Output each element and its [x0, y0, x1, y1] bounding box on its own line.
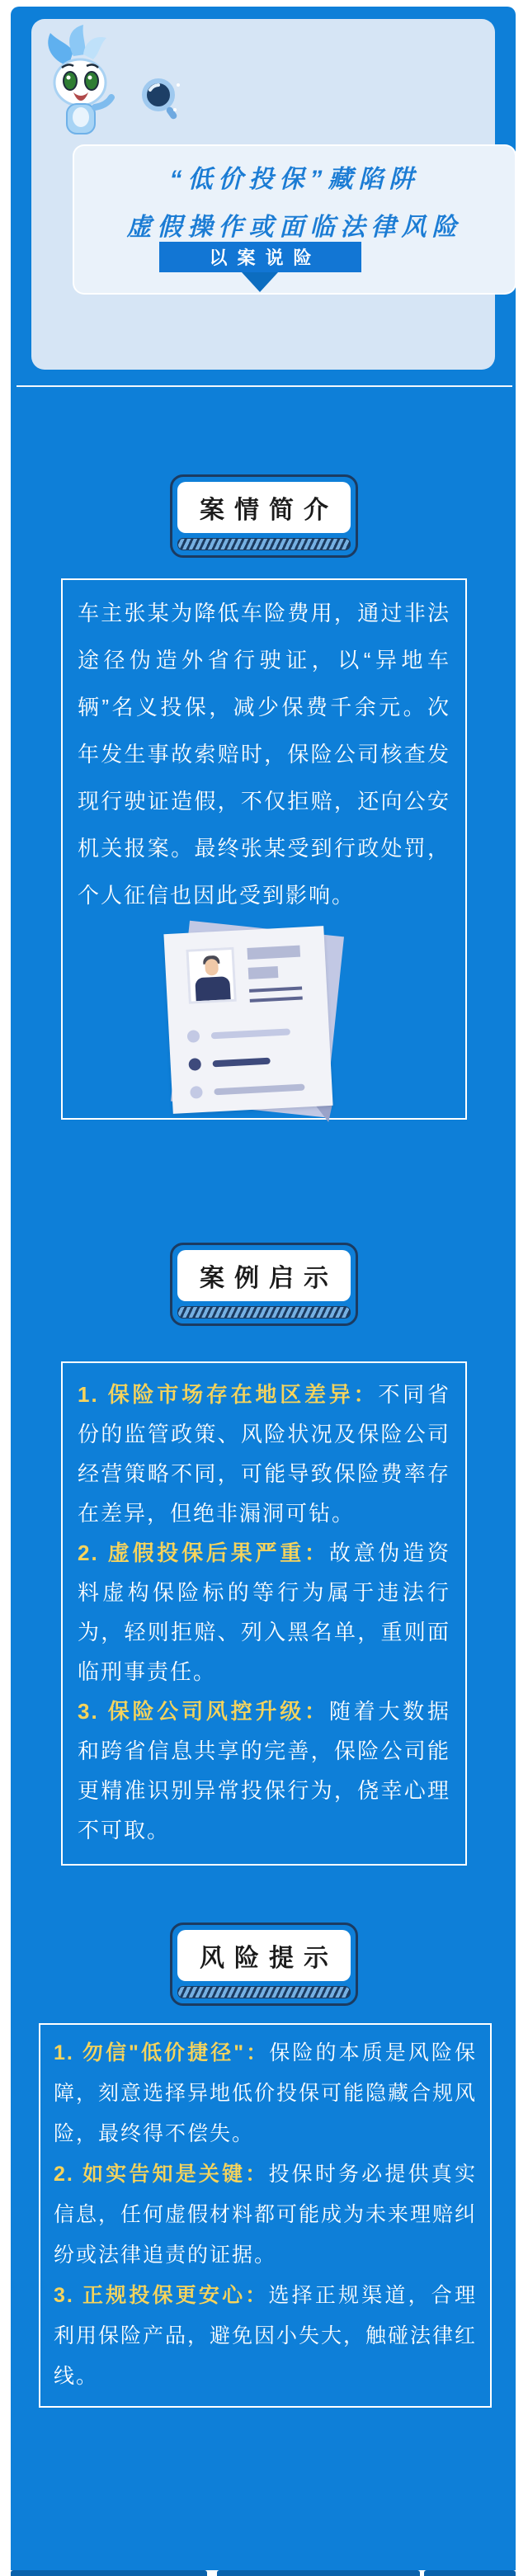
document-illustration [168, 927, 333, 1118]
tip-item [54, 2033, 477, 2154]
person-head [205, 959, 219, 976]
header-card [31, 19, 495, 370]
tip-item [54, 2276, 477, 2397]
stamp-hatch-shadow [177, 538, 351, 550]
lesson-item [78, 1691, 450, 1850]
risk-tips-box [39, 2023, 492, 2408]
stamp-hatch-shadow [177, 1306, 351, 1319]
section-separator [16, 385, 512, 387]
lesson-item [78, 1375, 450, 1533]
lesson-label: 3. 保险公司风控升级： [78, 1699, 329, 1724]
bullet-row [190, 1081, 305, 1099]
page-title-line1: “低价投保”藏陷阱 [169, 166, 420, 193]
bottom-strip-segment [217, 2570, 420, 2576]
tip-item [54, 2154, 477, 2276]
text-bar [247, 946, 300, 960]
person-torso [195, 976, 230, 1001]
bullet-row [187, 1025, 291, 1043]
tip-text: 保险的本质是风险保障，刻意选择异地低价投保可能隐藏合规风险，最终得不偿失。 [54, 2041, 478, 2145]
lesson-text: 随着大数据和跨省信息共享的完善，保险公司能更精准识别异常投保行为，侥幸心理不可取。 [78, 1699, 450, 1842]
water-drop-robot-mascot-icon [37, 23, 123, 139]
case-brief-box [61, 578, 467, 1120]
ribbon-badge: 以案说险 [159, 242, 361, 272]
bottom-strip-segment [11, 2570, 207, 2576]
bottom-strip-segment [424, 2570, 516, 2576]
stamp-risk-tips [170, 1923, 358, 2006]
tip-label: 1. 勿信"低价捷径"： [54, 2041, 270, 2064]
text-line [249, 987, 302, 993]
front-sheet [163, 926, 332, 1114]
lesson-item [78, 1533, 450, 1691]
tip-text: 投保时务必提供真实信息，任何虚假材料都可能成为未来理赔纠纷或法律追责的证据。 [54, 2163, 478, 2267]
text-bar [248, 966, 279, 979]
ribbon-pointer [242, 272, 278, 292]
stamp-case-brief [170, 474, 358, 558]
lesson-label: 1. 保险市场存在地区差异： [78, 1382, 379, 1407]
lesson-text: 不同省份的监管政策、风险状况及保险公司经营策略不同，可能导致保险费率存在差异，但绝非漏洞可钻。 [78, 1382, 450, 1526]
case-lessons-box [61, 1361, 467, 1866]
bullet-row [188, 1054, 271, 1071]
text-line [250, 997, 303, 1003]
case-brief-paragraph: 车主张某为降低车险费用，通过非法途径伪造外省行驶证，以“异地车辆”名义投保，减少保费千余元。次年发生事故索赔时，保险公司核查发现行驶证造假，不仅拒赔，还向公安机关报案。最终张某受到行政处罚，个人征信也因此受到影响。 [78, 601, 450, 908]
lesson-label: 2. 虚假投保后果严重： [78, 1540, 329, 1565]
page-title-line2: 虚假操作或面临法律风险 [126, 214, 463, 241]
magnifying-glass-icon [137, 73, 183, 123]
tip-label: 3. 正规投保更安心： [54, 2284, 269, 2307]
stamp-risk-tips-label: 风险提示 [177, 1930, 351, 1981]
stamp-case-lessons-label: 案例启示 [177, 1250, 351, 1301]
stamp-case-brief-label: 案情简介 [177, 482, 351, 533]
tip-label: 2. 如实告知是关键： [54, 2163, 269, 2186]
stamp-hatch-shadow [177, 1986, 351, 1998]
tip-text: 选择正规渠道，合理利用保险产品，避免因小失大，触碰法律红线。 [54, 2284, 478, 2388]
photo-frame [186, 947, 236, 1004]
lesson-text: 故意伪造资料虚构保险标的等行为属于违法行为，轻则拒赔、列入黑名单，重则面临刑事责任。 [78, 1540, 450, 1684]
stamp-case-lessons [170, 1243, 358, 1326]
